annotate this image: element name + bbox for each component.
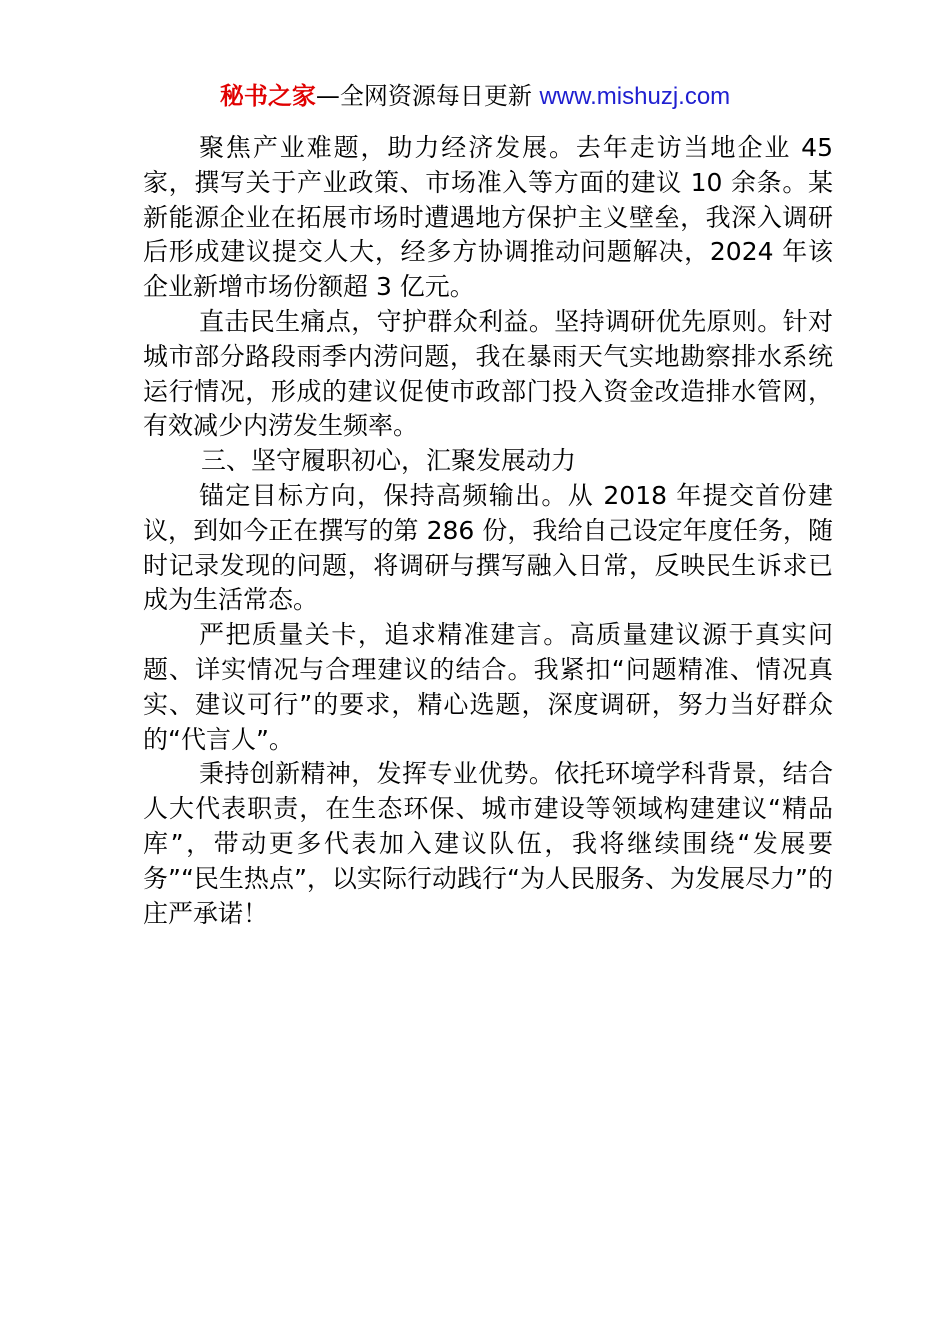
paragraph-target: 锚定目标方向，保持高频输出。从 2018 年提交首份建议，到如今正在撰写的第 286 份，我给自己设定年度任务，随时记录发现的问题，将调研与撰写融入日常，反映民生诉求已成为生活常态。: [143, 480, 833, 615]
document-body: [143, 131, 833, 931]
page-header: [0, 80, 950, 113]
section-heading-three: 三、坚守履职初心，汇聚发展动力: [201, 446, 577, 476]
paragraph-livelihood: 直击民生痛点，守护群众利益。坚持调研优先原则。针对城市部分路段雨季内涝问题，我在暴雨天气实地勘察排水系统运行情况，形成的建议促使市政部门投入资金改造排水管网，有效减少内涝发生频率。: [143, 306, 833, 441]
brand-name: 秘书之家: [219, 82, 316, 110]
paragraph-quality: 严把质量关卡，追求精准建言。高质量建议源于真实问题、详实情况与合理建议的结合。我紧扣“问题精准、情况真实、建议可行”的要求，精心选题，深度调研，努力当好群众的“代言人”。: [143, 620, 833, 754]
paragraph-industry: 聚焦产业难题，助力经济发展。去年走访当地企业 45 家，撰写关于产业政策、市场准入等方面的建议 10 余条。某新能源企业在拓展市场时遭遇地方保护主义壁垒，我深入调研后形成建议提交人大，经多方协调推动问题解决，2024 年该企业新增市场份额超 3 亿元。: [143, 133, 833, 302]
site-url-link[interactable]: www.mishuzj.com: [539, 83, 731, 110]
paragraph-innovation: 秉持创新精神，发挥专业优势。依托环境学科背景，结合人大代表职责，在生态环保、城市建设等领域构建建议“精品库”，带动更多代表加入建议队伍，我将继续围绕“发展要务”“民生热点”，以实际行动践行“为人民服务、为发展尽力”的庄严承诺！: [143, 759, 833, 928]
header-tagline: —全网资源每日更新: [315, 82, 532, 110]
